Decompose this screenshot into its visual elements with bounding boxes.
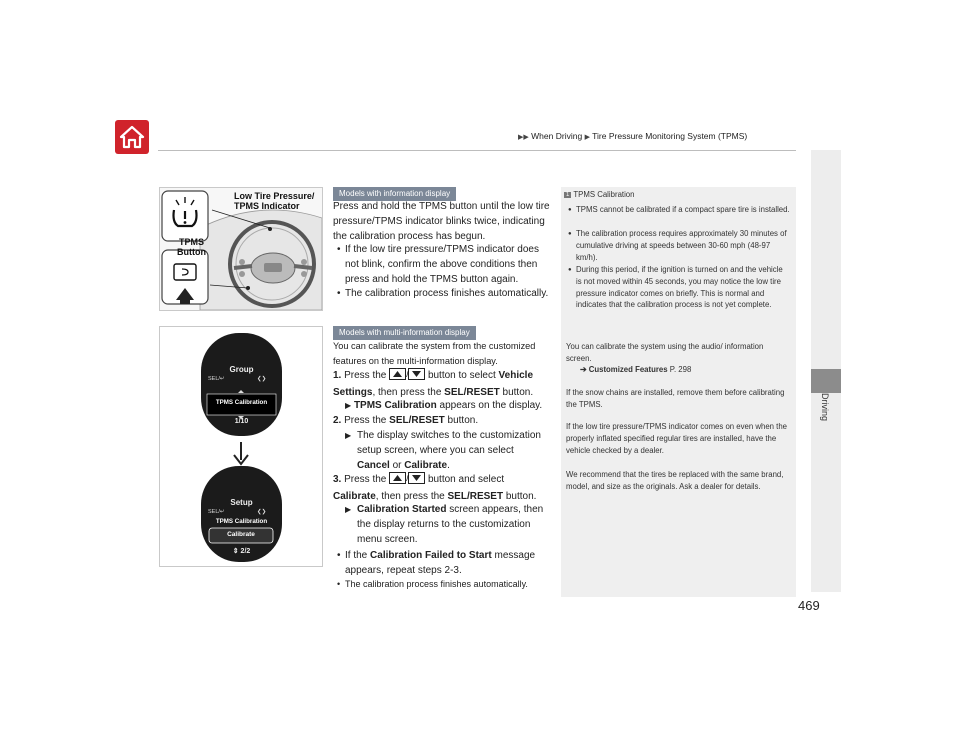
section1-bullet-2: • The calibration process finishes automatically. — [337, 288, 549, 299]
section2-step-3-result: ▶ Calibration Started screen appears, then the display returns to the customization menu screen. — [345, 504, 544, 545]
note-title: 1 TPMS Calibration — [566, 190, 635, 199]
section1-paragraph: Press and hold the TPMS button until the low tire pressure/TPMS indicator blinks twice, indicating the calibration process has begun. — [333, 201, 550, 242]
figure-tpms-button — [159, 187, 323, 311]
breadcrumb-arrow-icon: ▶▶ — [518, 134, 529, 141]
screen1-page: 1/10 — [234, 418, 249, 425]
result-arrow-icon: ▶ — [345, 505, 352, 514]
section2-step-1: 1. Press the / button to select Vehicle Settings, then press the SEL/RESET button. — [333, 370, 534, 398]
result-arrow-icon: ▶ — [345, 401, 352, 410]
breadcrumb — [518, 131, 747, 141]
screen2-page: ⇕ 2/2 — [232, 548, 251, 555]
note-number-icon: 1 — [566, 192, 570, 198]
section-tag-info-display: Models with information display — [333, 187, 456, 201]
bullet-icon: • — [337, 579, 341, 589]
screen2-option-calibrate: Calibrate — [227, 531, 255, 538]
up-down-buttons-icon — [389, 472, 425, 489]
breadcrumb-current: Tire Pressure Monitoring System (TPMS) — [592, 131, 748, 141]
section2-bullet-1: • If the Calibration Failed to Start message appears, repeat steps 2-3. — [337, 550, 536, 576]
result-arrow-icon: ▶ — [345, 431, 352, 440]
link-arrow-icon: ➔ — [580, 365, 587, 374]
svg-text:/: / — [406, 474, 409, 483]
section2-step-1-result: ▶ TPMS Calibration appears on the display. — [345, 400, 543, 411]
note-bullet-2: The calibration process requires approximately 30 minutes of cumulative driving at speeds between 30-60 mph (48-97 km/h). — [576, 229, 787, 262]
breadcrumb-link-when-driving[interactable]: When Driving — [531, 131, 583, 141]
section1-bullet-1: • If the low tire pressure/TPMS indicator does not blink, confirm the above conditions then press and hold the TPMS button again. — [337, 244, 539, 285]
section2-bullet-2: • The calibration process finishes automatically. — [333, 577, 555, 592]
screen1-title: Group — [229, 365, 254, 374]
note-paragraph-4: We recommend that the tires be replaced with the same brand, model, and size as the originals. Ask a dealer for details. — [566, 470, 784, 491]
screen2-menu-title: TPMS Calibration — [215, 518, 268, 525]
header-divider — [158, 150, 796, 151]
home-button[interactable] — [115, 120, 149, 154]
screen1-menu-item: TPMS Calibration — [215, 399, 268, 406]
note-link-customized-features[interactable]: ➔ Customized Features P. 298 — [580, 365, 692, 374]
screen1-nav-label: ❮❯ — [257, 376, 267, 382]
figure-multi-info-display — [159, 326, 323, 567]
screen2-nav-label: ❮❯ — [257, 509, 267, 515]
note-bullet-3: During this period, if the ignition is turned on and the vehicle is not moved within 45 seconds, you may notice the low tire pressure indicator comes on briefly. This is normal and indicates that the calibration process is not yet complete. — [576, 265, 783, 310]
side-note-box — [561, 187, 796, 597]
bullet-icon: • — [337, 288, 341, 299]
note-paragraph-3: If the low tire pressure/TPMS indicator comes on even when the properly inflated specified regular tires are installed, have the vehicle checked by a dealer. — [566, 422, 788, 455]
up-down-buttons-icon — [389, 368, 425, 385]
note-bullet-1: TPMS cannot be calibrated if a compact spare tire is installed. — [576, 205, 790, 214]
chapter-tab-label[interactable]: Driving — [820, 392, 830, 421]
section-tag-multi-info-display: Models with multi-information display — [333, 326, 476, 340]
page-number: 469 — [798, 598, 820, 613]
label-low-tire-indicator: Low Tire Pressure/ TPMS Indicator — [234, 191, 315, 211]
section2-step-2-result: ▶ The display switches to the customization setup screen, where you can select Cancel or Calibrate. — [345, 430, 541, 471]
screen2-title: Setup — [230, 498, 253, 507]
home-icon — [115, 120, 149, 154]
screen1-sel-label: SEL/↵ — [208, 376, 225, 382]
label-tpms-button: TPMS Button — [177, 237, 206, 257]
updown-icon: ⇕ — [232, 548, 239, 555]
section2-step-3: 3. Press the / button and select Calibrate, then press the SEL/RESET button. — [333, 474, 537, 502]
bullet-icon: • — [337, 550, 341, 561]
note-paragraph-1: You can calibrate the system using the audio/ information screen. — [566, 342, 764, 363]
section2-step-2: 2. Press the SEL/RESET button. — [333, 415, 479, 426]
section2-intro: You can calibrate the system from the customized features on the multi-information display. — [333, 341, 536, 366]
screen2-sel-label: SEL/↵ — [208, 509, 225, 515]
svg-text:/: / — [406, 370, 409, 379]
breadcrumb-arrow-icon: ▶ — [584, 134, 590, 141]
bullet-icon: • — [337, 244, 341, 255]
note-paragraph-2: If the snow chains are installed, remove them before calibrating the TPMS. — [566, 388, 785, 409]
